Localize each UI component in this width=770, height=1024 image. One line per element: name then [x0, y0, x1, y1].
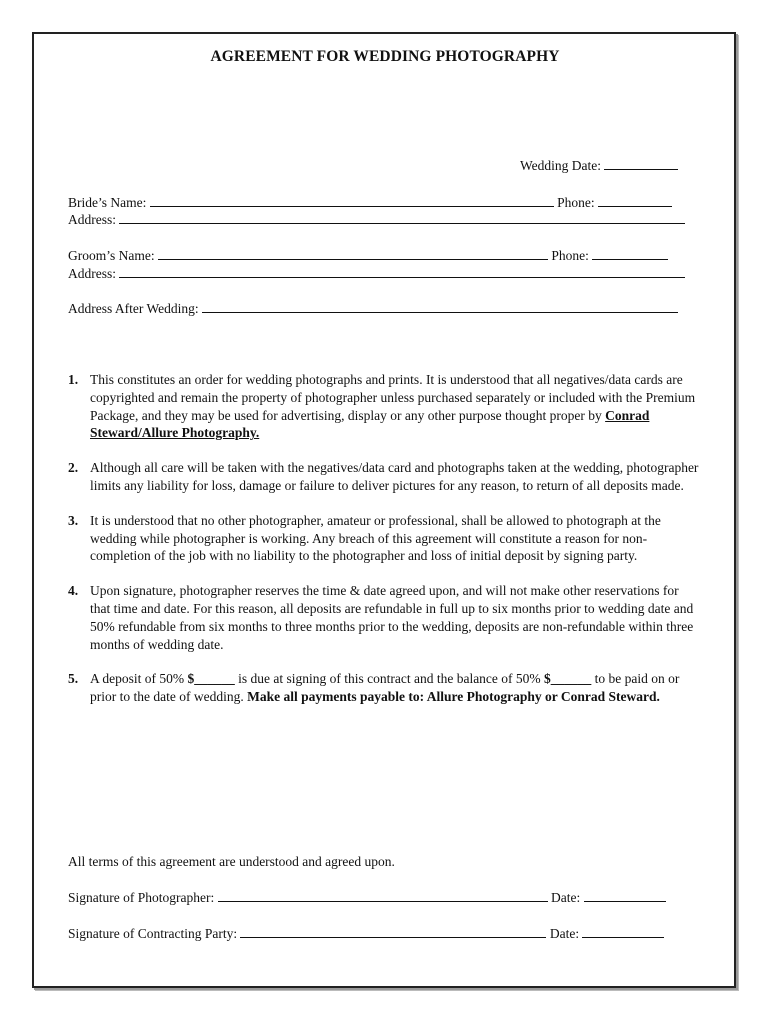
clause-5-part-a: A deposit of 50% [90, 671, 188, 687]
photographer-date-field[interactable] [584, 889, 666, 902]
address-after-label: Address After Wedding: [68, 301, 199, 316]
bride-address-field[interactable] [119, 211, 685, 224]
groom-address-field[interactable] [119, 265, 685, 278]
document-title: AGREEMENT FOR WEDDING PHOTOGRAPHY [210, 48, 560, 65]
clause-number: 3. [68, 512, 79, 528]
wedding-date-row [520, 157, 678, 174]
clause-4 [68, 582, 702, 653]
bride-address-row [68, 211, 685, 228]
clause-text [90, 371, 702, 442]
groom-address-row [68, 265, 685, 282]
party-signature-label: Signature of Contracting Party: [68, 926, 238, 941]
clause-text: It is understood that no other photographer, amateur or professional, shall be allowed to photograph at the wedding while photographer is working. Any breach of this agreement will constitute a reason for non-completion of the job with no liability to the photographer and loss of initial deposit by signing party. [90, 512, 661, 564]
wedding-date-label: Wedding Date: [520, 158, 602, 173]
clause-number: 2. [68, 460, 79, 476]
party-date-label: Date: [549, 926, 580, 941]
clause-number: 1. [68, 372, 79, 387]
groom-phone-field[interactable] [592, 247, 668, 260]
party-signature-row [68, 925, 664, 942]
bride-phone-label: Phone: [557, 195, 595, 210]
photographer-signature-row [68, 889, 666, 906]
balance-amount-field[interactable]: $______ [544, 671, 592, 687]
groom-phone-label: Phone: [551, 248, 589, 263]
groom-address-label: Address: [68, 266, 116, 281]
photographer-signature-field[interactable] [218, 889, 548, 902]
photographer-date-label: Date: [550, 890, 581, 905]
clause-1 [68, 371, 702, 442]
clause-2 [68, 459, 702, 495]
agreement-statement: All terms of this agreement are understood and agreed upon. [68, 854, 395, 869]
photographer-signature-label: Signature of Photographer: [68, 890, 215, 905]
groom-name-row [68, 247, 668, 264]
clauses-list [68, 371, 702, 723]
photographer-name: Conrad Steward/Allure Photography. [90, 407, 650, 441]
deposit-amount-field[interactable]: $______ [187, 671, 235, 687]
clause-number: 5. [68, 671, 79, 687]
clause-text: Upon signature, photographer reserves the time & date agreed upon, and will not make other reservations for that time and date. For this reason, all deposits are refundable in full up to six months prior to wedding date and 50% refundable from six months to three months prior to the wedding, deposits are non-refundable within three months of wedding date. [90, 583, 694, 652]
clause-3 [68, 512, 702, 565]
address-after-field[interactable] [202, 300, 678, 313]
groom-name-field[interactable] [158, 247, 548, 260]
clause-1-body: This constitutes an order for wedding photographs and prints. It is understood that all negatives/data cards are copyrighted and remain the property of photographer unless purchased separately or included with the Premium Package, and they may be used for advertising, display or any other purpose thought proper by [90, 372, 696, 423]
clause-5-part-b: is due at signing of this contract and the balance of 50% [234, 671, 545, 687]
wedding-date-field[interactable] [604, 157, 678, 170]
bride-name-label: Bride’s Name: [68, 195, 147, 210]
address-after-row [68, 300, 678, 317]
bride-name-field[interactable] [150, 194, 554, 207]
clause-text [90, 670, 702, 706]
clause-text: Although all care will be taken with the negatives/data card and photographs taken at the wedding, photographer limits any liability for loss, damage or failure to deliver pictures for any reason, to return of all deposits made. [90, 460, 699, 493]
payment-instruction: Make all payments payable to: Allure Photography or Conrad Steward. [247, 689, 660, 705]
clause-5 [68, 670, 702, 706]
clause-5-part-c: to be paid on or prior to the date of wedding. [90, 671, 680, 705]
clause-number: 4. [68, 583, 79, 599]
party-signature-field[interactable] [240, 925, 546, 938]
party-date-field[interactable] [582, 925, 664, 938]
bride-phone-field[interactable] [598, 194, 672, 207]
bride-name-row [68, 194, 672, 211]
groom-name-label: Groom’s Name: [68, 248, 155, 263]
bride-address-label: Address: [68, 212, 116, 227]
